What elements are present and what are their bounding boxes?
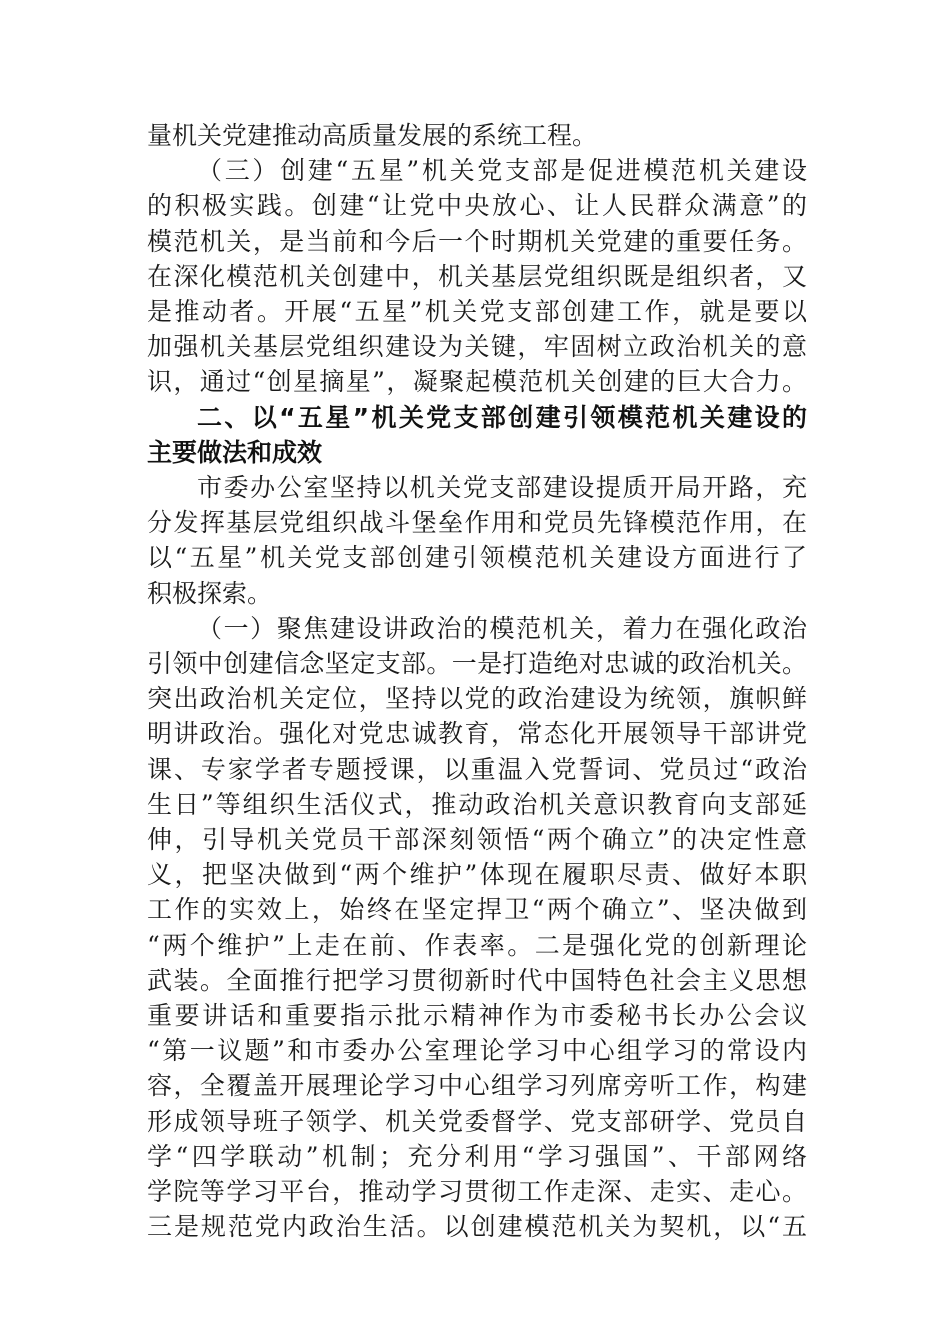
text-line: 以“五星”机关党支部创建引领模范机关建设方面进行了: [147, 543, 807, 572]
text-line: 识，通过“创星摘星”，凝聚起模范机关创建的巨大合力。: [147, 367, 807, 396]
text-line: 的积极实践。创建“让党中央放心、让人民群众满意”的: [147, 191, 807, 220]
text-line: 明讲政治。强化对党忠诚教育，常态化开展领导干部讲党: [147, 719, 807, 748]
text-line: “两个维护”上走在前、作表率。二是强化党的创新理论: [147, 931, 807, 960]
text-line: 在深化模范机关创建中，机关基层党组织既是组织者，又: [147, 262, 807, 291]
text-line: 模范机关，是当前和今后一个时期机关党建的重要任务。: [147, 227, 807, 256]
text-line: 伸，引导机关党员干部深刻领悟“两个确立”的决定性意: [147, 825, 807, 854]
text-line: 工作的实效上，始终在坚定捍卫“两个确立”、坚决做到: [147, 895, 807, 924]
text-line: 学院等学习平台，推动学习贯彻工作走深、走实、走心。: [147, 1177, 807, 1206]
text-line: 重要讲话和重要指示批示精神作为市委秘书长办公会议: [147, 1001, 807, 1030]
text-line: 引领中创建信念坚定支部。一是打造绝对忠诚的政治机关。: [147, 649, 807, 678]
section-heading-continued: 主要做法和成效: [147, 438, 323, 467]
text-line: 生日”等组织生活仪式，推动政治机关意识教育向支部延: [147, 790, 807, 819]
text-line: 义，把坚决做到“两个维护”体现在履职尽责、做好本职: [147, 860, 807, 889]
text-line: 是推动者。开展“五星”机关党支部创建工作，就是要以: [147, 297, 807, 326]
text-line: 学“四学联动”机制；充分利用“学习强国”、干部网络: [147, 1142, 807, 1171]
text-line: 量机关党建推动高质量发展的系统工程。: [147, 121, 598, 150]
text-line: 分发挥基层党组织战斗堡垒作用和党员先锋模范作用，在: [147, 508, 807, 537]
text-line: 突出政治机关定位，坚持以党的政治建设为统领，旗帜鲜: [147, 684, 807, 713]
text-line: 三是规范党内政治生活。以创建模范机关为契机，以“五: [147, 1212, 807, 1241]
text-line: 课、专家学者专题授课，以重温入党誓词、党员过“政治: [147, 755, 807, 784]
text-line: 形成领导班子领学、机关党委督学、党支部研学、党员自: [147, 1107, 807, 1136]
section-subheading-line: （一）聚焦建设讲政治的模范机关，着力在强化政治: [197, 614, 807, 643]
section-heading: 二、以“五星”机关党支部创建引领模范机关建设的: [197, 403, 807, 432]
text-line: 容，全覆盖开展理论学习中心组学习列席旁听工作，构建: [147, 1071, 807, 1100]
text-line: “第一议题”和市委办公室理论学习中心组学习的常设内: [147, 1036, 807, 1065]
text-line: 积极探索。: [147, 579, 273, 608]
text-line: 武装。全面推行把学习贯彻新时代中国特色社会主义思想: [147, 966, 807, 995]
text-line: 加强机关基层党组织建设为关键，牢固树立政治机关的意: [147, 332, 807, 361]
section-subheading-line: （三）创建“五星”机关党支部是促进模范机关建设: [197, 156, 807, 185]
text-line: 市委办公室坚持以机关党支部建设提质开局开路，充: [197, 473, 807, 502]
